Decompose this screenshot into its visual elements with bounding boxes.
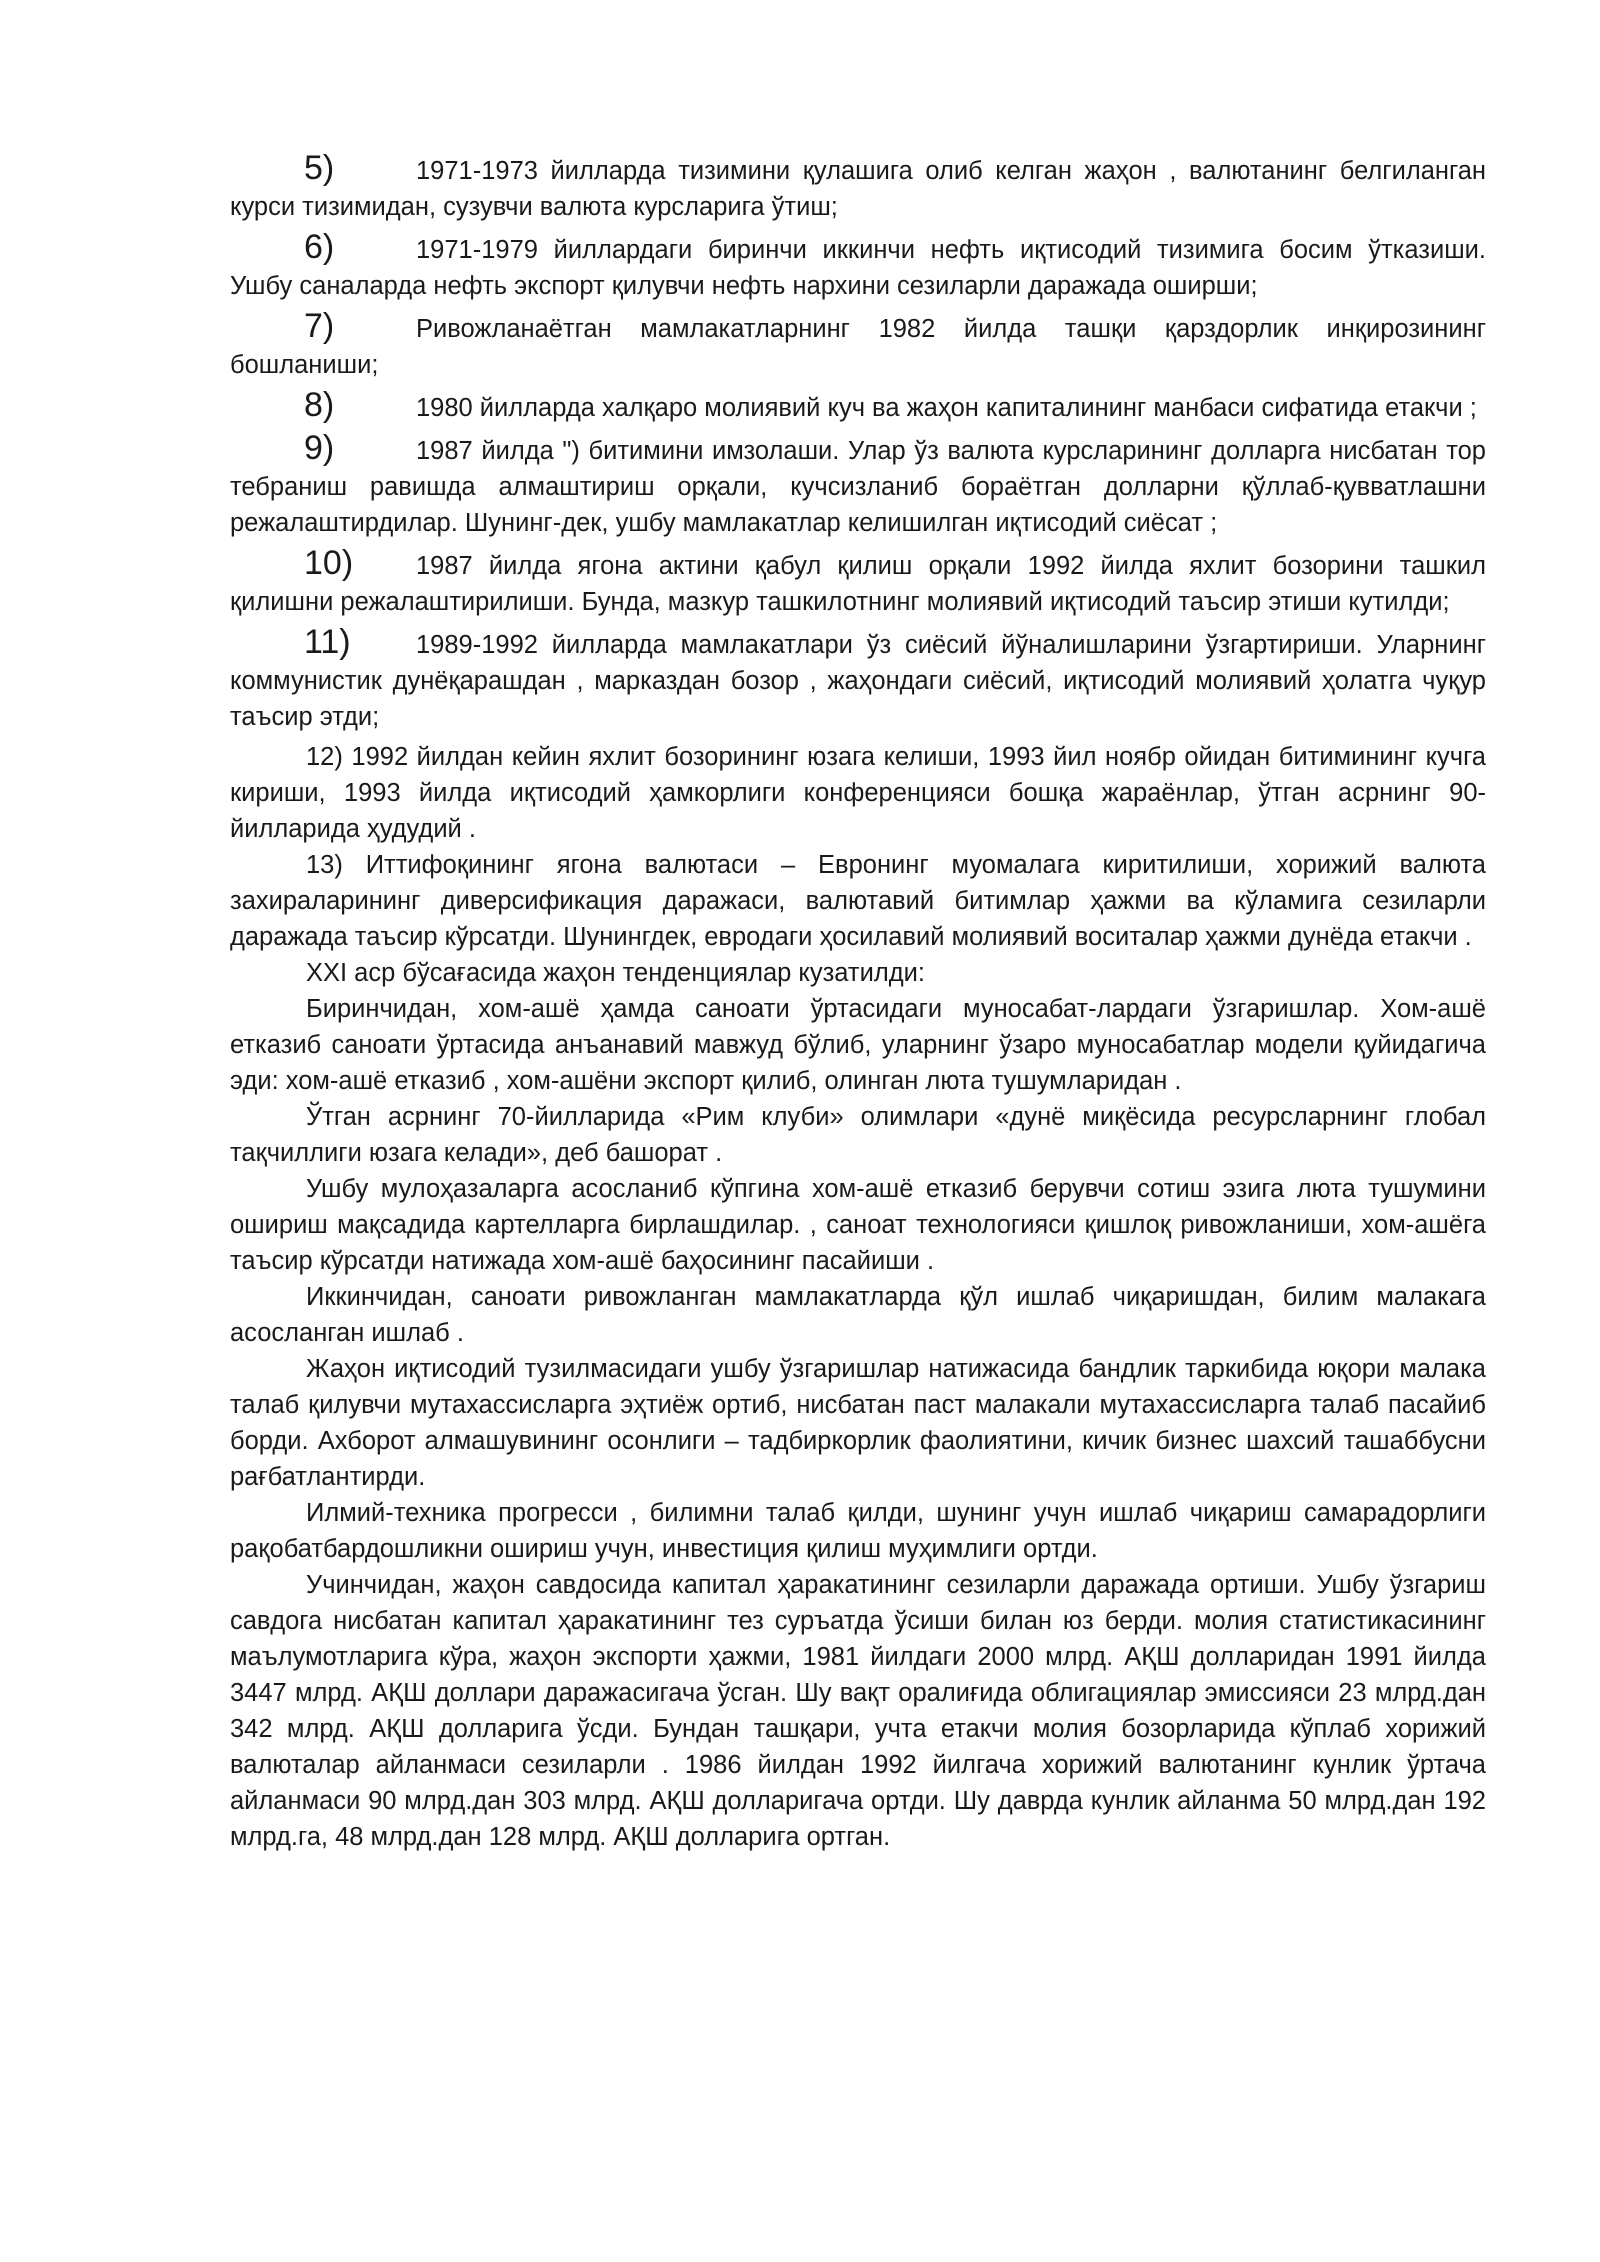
item-number: 11) xyxy=(304,623,351,661)
paragraph: 12) 1992 йилдан кейин яхлит бозорининг юзага келиши, 1993 йил ноябр ойидан битимининг кучга кириши, 1993 йилда иқтисодий ҳамкорлиги конференцияси бошқа жараёнлар, ўтган асрнинг 90-йилларида ҳудудий . xyxy=(230,743,1486,843)
item-text: 1980 йилларда халқаро молиявий куч ва жаҳон капиталининг манбаси сифатида етакчи ; xyxy=(416,394,1477,422)
paragraph: Ушбу мулоҳазаларга асосланиб кўпгина хом-ашё етказиб берувчи сотиш эзига люта тушумини ошириш мақсадида картелларга бирлашдилар. , саноат технологияси қишлоқ ривожланиши, хом-ашёга таъсир кўрсатди натижада хом-ашё баҳосининг пасайиши . xyxy=(230,1175,1486,1275)
list-item xyxy=(230,624,1486,735)
paragraph: 13) Иттифоқининг ягона валютаси – Евронинг муомалага киритилиши, хорижий валюта захираларининг диверсификация даражаси, валютавий битимлар ҳажми ва кўламига сезиларли даражада таъсир кўрсатди. Шунингдек, евродаги ҳосилавий молиявий воситалар ҳажми дунёда етакчи . xyxy=(230,851,1486,951)
list-item xyxy=(230,430,1486,541)
item-text: 1971-1973 йилларда тизимини қулашига олиб келган жаҳон , валютанинг белгиланган курси тизимидан, сузувчи валюта курсларига ўтиш; xyxy=(230,157,1486,221)
document-page xyxy=(230,150,1486,1855)
list-item xyxy=(230,387,1486,426)
list-item xyxy=(230,229,1486,304)
item-text: 1987 йилда ") битимини имзолаши. Улар ўз валюта курсларининг долларга нисбатан тор тебраниш равишда алмаштириш орқали, кучсизланиб бораётган долларни қўллаб-қувватлашни режалаштирдилар. Шунинг-дек, ушбу мамлакатлар келишилган иқтисодий сиёсат ; xyxy=(230,437,1486,537)
item-number: 7) xyxy=(304,307,335,345)
paragraph: Ўтган асрнинг 70-йилларида «Рим клуби» олимлари «дунё миқёсида ресурсларнинг глобал тақчиллиги юзага келади», деб башорат . xyxy=(230,1103,1486,1167)
paragraph: Илмий-техника прогресси , билимни талаб қилди, шунинг учун ишлаб чиқариш самарадорлиги рақобатбардошликни ошириш учун, инвестиция қилиш муҳимлиги ортди. xyxy=(230,1499,1486,1563)
list-item xyxy=(230,308,1486,383)
paragraph: Жаҳон иқтисодий тузилмасидаги ушбу ўзгаришлар натижасида бандлик таркибида юқори малака талаб қилувчи мутахассисларга эҳтиёж ортиб, нисбатан паст малакали мутахассисларга талаб пасайиб борди. Ахборот алмашувининг осонлиги – тадбиркорлик фаолиятини, кичик бизнес шахсий ташаббусни рағбатлантирди. xyxy=(230,1355,1486,1491)
paragraph: XXI аср бўсағасида жаҳон тенденциялар кузатилди: xyxy=(306,959,925,987)
item-number: 9) xyxy=(304,429,335,467)
item-text: 1987 йилда ягона актини қабул қилиш орқали 1992 йилда яхлит бозорини ташкил қилишни режалаштирилиши. Бунда, мазкур ташкилотнинг молиявий иқтисодий таъсир этиши кутилди; xyxy=(230,552,1486,616)
item-text: 1989-1992 йилларда мамлакатлари ўз сиёсий йўналишларини ўзгартириши. Уларнинг коммунистик дунёқарашдан , марказдан бозор , жаҳондаги сиёсий, иқтисодий молиявий ҳолатга чуқур таъсир этди; xyxy=(230,631,1486,731)
item-number: 5) xyxy=(304,149,335,187)
item-number: 6) xyxy=(304,228,335,266)
list-item xyxy=(230,545,1486,620)
item-text: Ривожланаётган мамлакатларнинг 1982 йилда ташқи қарздорлик инқирозининг бошланиши; xyxy=(230,315,1486,379)
paragraph: Учинчидан, жаҳон савдосида капитал ҳаракатининг сезиларли даражада ортиши. Ушбу ўзгариш савдога нисбатан капитал ҳаракатининг тез суръатда ўсиши билан юз берди. молия статистикасининг маълумотларига кўра, жаҳон экспорти ҳажми, 1981 йилдаги 2000 млрд. АҚШ долларидан 1991 йилда 3447 млрд. АҚШ доллари даражасигача ўсган. Шу вақт оралиғида облигациялар эмиссияси 23 млрд.дан 342 млрд. АҚШ долларига ўсди. Бундан ташқари, учта етакчи молия бозорларида кўплаб хорижий валюталар айланмаси сезиларли . 1986 йилдан 1992 йилгача хорижий валютанинг кунлик ўртача айланмаси 90 млрд.дан 303 млрд. АҚШ долларигача ортди. Шу даврда кунлик айланма 50 млрд.дан 192 млрд.га, 48 млрд.дан 128 млрд. АҚШ долларига ортган. xyxy=(230,1571,1486,1851)
list-item xyxy=(230,150,1486,225)
item-number: 8) xyxy=(304,386,335,424)
item-text: 1971-1979 йиллардаги биринчи иккинчи нефть иқтисодий тизимига босим ўтказиши. Ушбу саналарда нефть экспорт қилувчи нефть нархини сезиларли даражада оширши; xyxy=(230,236,1486,300)
paragraph: Иккинчидан, саноати ривожланган мамлакатларда қўл ишлаб чиқаришдан, билим малакага асосланган ишлаб . xyxy=(230,1283,1486,1347)
item-number: 10) xyxy=(304,544,354,582)
paragraph: Биринчидан, хом-ашё ҳамда саноати ўртасидаги муносабат-лардаги ўзгаришлар. Хом-ашё етказиб саноати ўртасида анъанавий мавжуд бўлиб, уларнинг ўзаро муносабатлар модели қуйидагича эди: хом-ашё етказиб , хом-ашёни экспорт қилиб, олинган люта тушумларидан . xyxy=(230,995,1486,1095)
